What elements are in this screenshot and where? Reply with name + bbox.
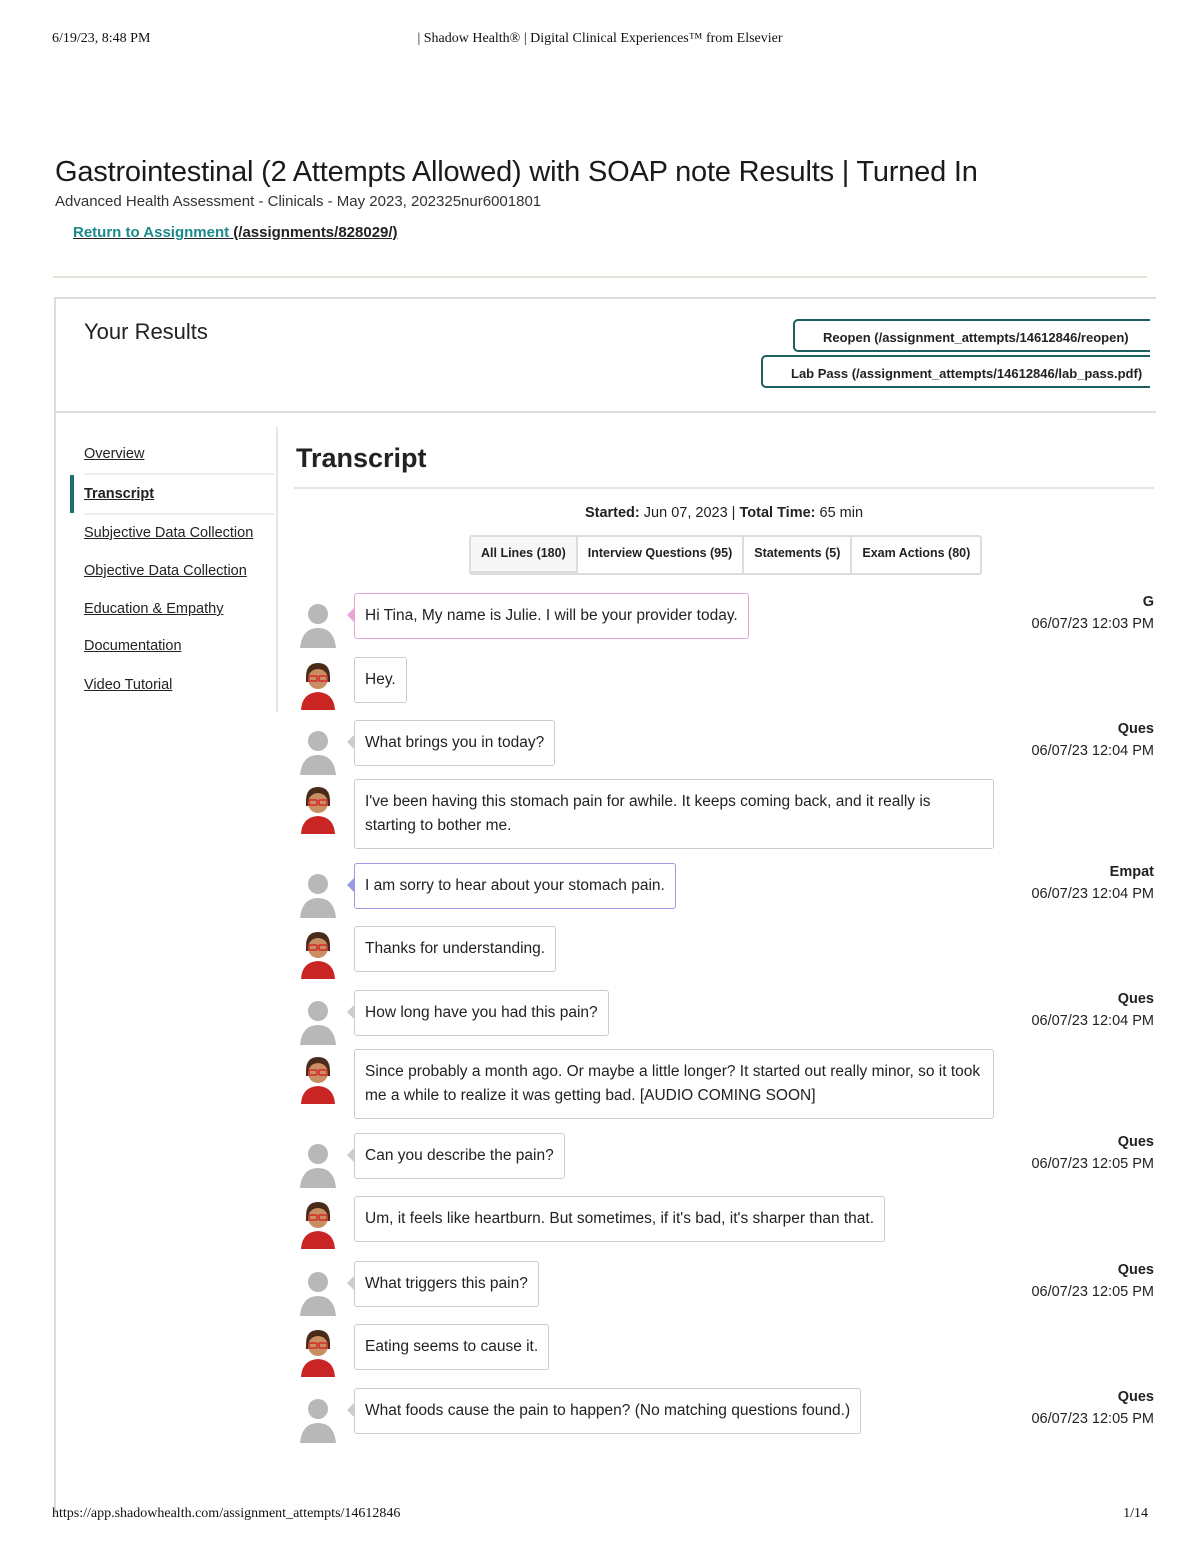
message-timestamp: 06/07/23 12:04 PM [1031,886,1154,902]
page-title: Gastrointestinal (2 Attempts Allowed) with SOAP note Results | Turned In [55,156,978,188]
started-value: Jun 07, 2023 [643,505,728,521]
print-page-number: 1/14 [1123,1506,1148,1521]
message-bubble: Can you describe the pain? [354,1133,565,1179]
message-category: Ques [1117,1262,1154,1278]
provider-avatar-icon [298,725,338,775]
tab-statements[interactable]: Statements (5) [744,537,852,573]
message-bubble: Eating seems to cause it. [354,1324,549,1370]
message-timestamp: 06/07/23 12:04 PM [1031,1013,1154,1029]
sidebar-item-documentation[interactable]: Documentation [84,638,182,654]
message-meta [1031,1389,1154,1427]
sidebar-item-transcript[interactable]: Transcript [70,475,274,513]
print-url: https://app.shadowhealth.com/assignment_attempts/14612846 [52,1506,401,1521]
message-category: Ques [1117,721,1154,737]
message-meta [1031,991,1154,1029]
message-bubble: What brings you in today? [354,720,555,766]
message-bubble: I am sorry to hear about your stomach pain. [354,863,676,909]
message-bubble: Um, it feels like heartburn. But sometimes, if it's bad, it's sharper than that. [354,1196,885,1242]
reopen-button[interactable]: Reopen (/assignment_attempts/14612846/reopen) [793,319,1150,352]
message-bubble: I've been having this stomach pain for awhile. It keeps coming back, and it really is starting to bother me. [354,779,994,849]
message-meta [1031,864,1154,902]
provider-avatar-icon [298,598,338,648]
message-bubble: What foods cause the pain to happen? (No matching questions found.) [354,1388,861,1434]
results-header [56,299,1156,413]
total-time-value: 65 min [819,505,864,521]
sidebar-item-video-tutorial[interactable]: Video Tutorial [84,677,173,693]
message-bubble: Hey. [354,657,407,703]
transcript-filter-tabs [469,535,982,575]
message-meta [1031,1262,1154,1300]
results-panel [54,297,1156,1514]
message-bubble: What triggers this pain? [354,1261,539,1307]
message-timestamp: 06/07/23 12:03 PM [1031,616,1154,632]
message-bubble: Since probably a month ago. Or maybe a little longer? It started out really minor, so it took me a while to realize it was getting bad. [AUDIO COMING SOON] [354,1049,994,1119]
message-meta [1031,594,1154,632]
tab-exam-actions[interactable]: Exam Actions (80) [862,546,971,560]
sidebar-item-education-empathy[interactable]: Education & Empathy [84,601,224,617]
provider-avatar-icon [298,1266,338,1316]
provider-avatar-icon [298,1138,338,1188]
message-bubble: How long have you had this pain? [354,990,609,1036]
provider-avatar-icon [298,868,338,918]
your-results-heading: Your Results [84,319,208,344]
started-label: Started: [584,505,640,521]
patient-avatar-icon [298,1199,338,1249]
message-bubble: Hi Tina, My name is Julie. I will be your provider today. [354,593,749,639]
message-category: G [1142,594,1154,610]
provider-avatar-icon [298,995,338,1045]
patient-avatar-icon [298,1327,338,1377]
tab-all-lines[interactable]: All Lines (180) [471,537,578,573]
print-datetime: 6/19/23, 8:48 PM [52,31,151,46]
message-category: Empat [1109,864,1154,880]
message-bubble: Thanks for understanding. [354,926,556,972]
message-category: Ques [1117,991,1154,1007]
print-footer [52,1506,1148,1526]
header-divider [53,276,1147,278]
message-category: Ques [1117,1134,1154,1150]
transcript-title: Transcript [296,443,427,473]
message-meta [1031,721,1154,759]
sidebar-item-subjective-data[interactable]: Subjective Data Collection [84,525,254,541]
course-subtitle: Advanced Health Assessment - Clinicals - May 2023, 202325nur6001801 [55,193,542,210]
message-timestamp: 06/07/23 12:04 PM [1031,743,1154,759]
sidebar-item-overview[interactable]: Overview [84,446,145,462]
summary-separator: | [731,505,736,521]
message-meta [1031,1134,1154,1172]
tab-interview-questions[interactable]: Interview Questions (95) [578,537,744,573]
session-summary [294,505,1154,521]
return-to-assignment-link[interactable] [73,224,398,241]
patient-avatar-icon [298,660,338,710]
message-timestamp: 06/07/23 12:05 PM [1031,1284,1154,1300]
message-timestamp: 06/07/23 12:05 PM [1031,1411,1154,1427]
message-timestamp: 06/07/23 12:05 PM [1031,1156,1154,1172]
print-header [52,31,1148,51]
lab-pass-button[interactable]: Lab Pass (/assignment_attempts/14612846/lab_pass.pdf) [761,355,1150,388]
patient-avatar-icon [298,1054,338,1104]
message-category: Ques [1117,1389,1154,1405]
transcript-divider [294,487,1154,489]
sidebar-item-objective-data[interactable]: Objective Data Collection [84,563,247,579]
print-title: | Shadow Health® | Digital Clinical Experiences™ from Elsevier [417,31,783,46]
return-link-url: (/assignments/828029/) [229,224,398,241]
provider-avatar-icon [298,1393,338,1443]
patient-avatar-icon [298,784,338,834]
return-link-label[interactable]: Return to Assignment [73,224,230,241]
total-time-label: Total Time: [739,505,816,521]
patient-avatar-icon [298,929,338,979]
results-sidebar [56,427,278,712]
